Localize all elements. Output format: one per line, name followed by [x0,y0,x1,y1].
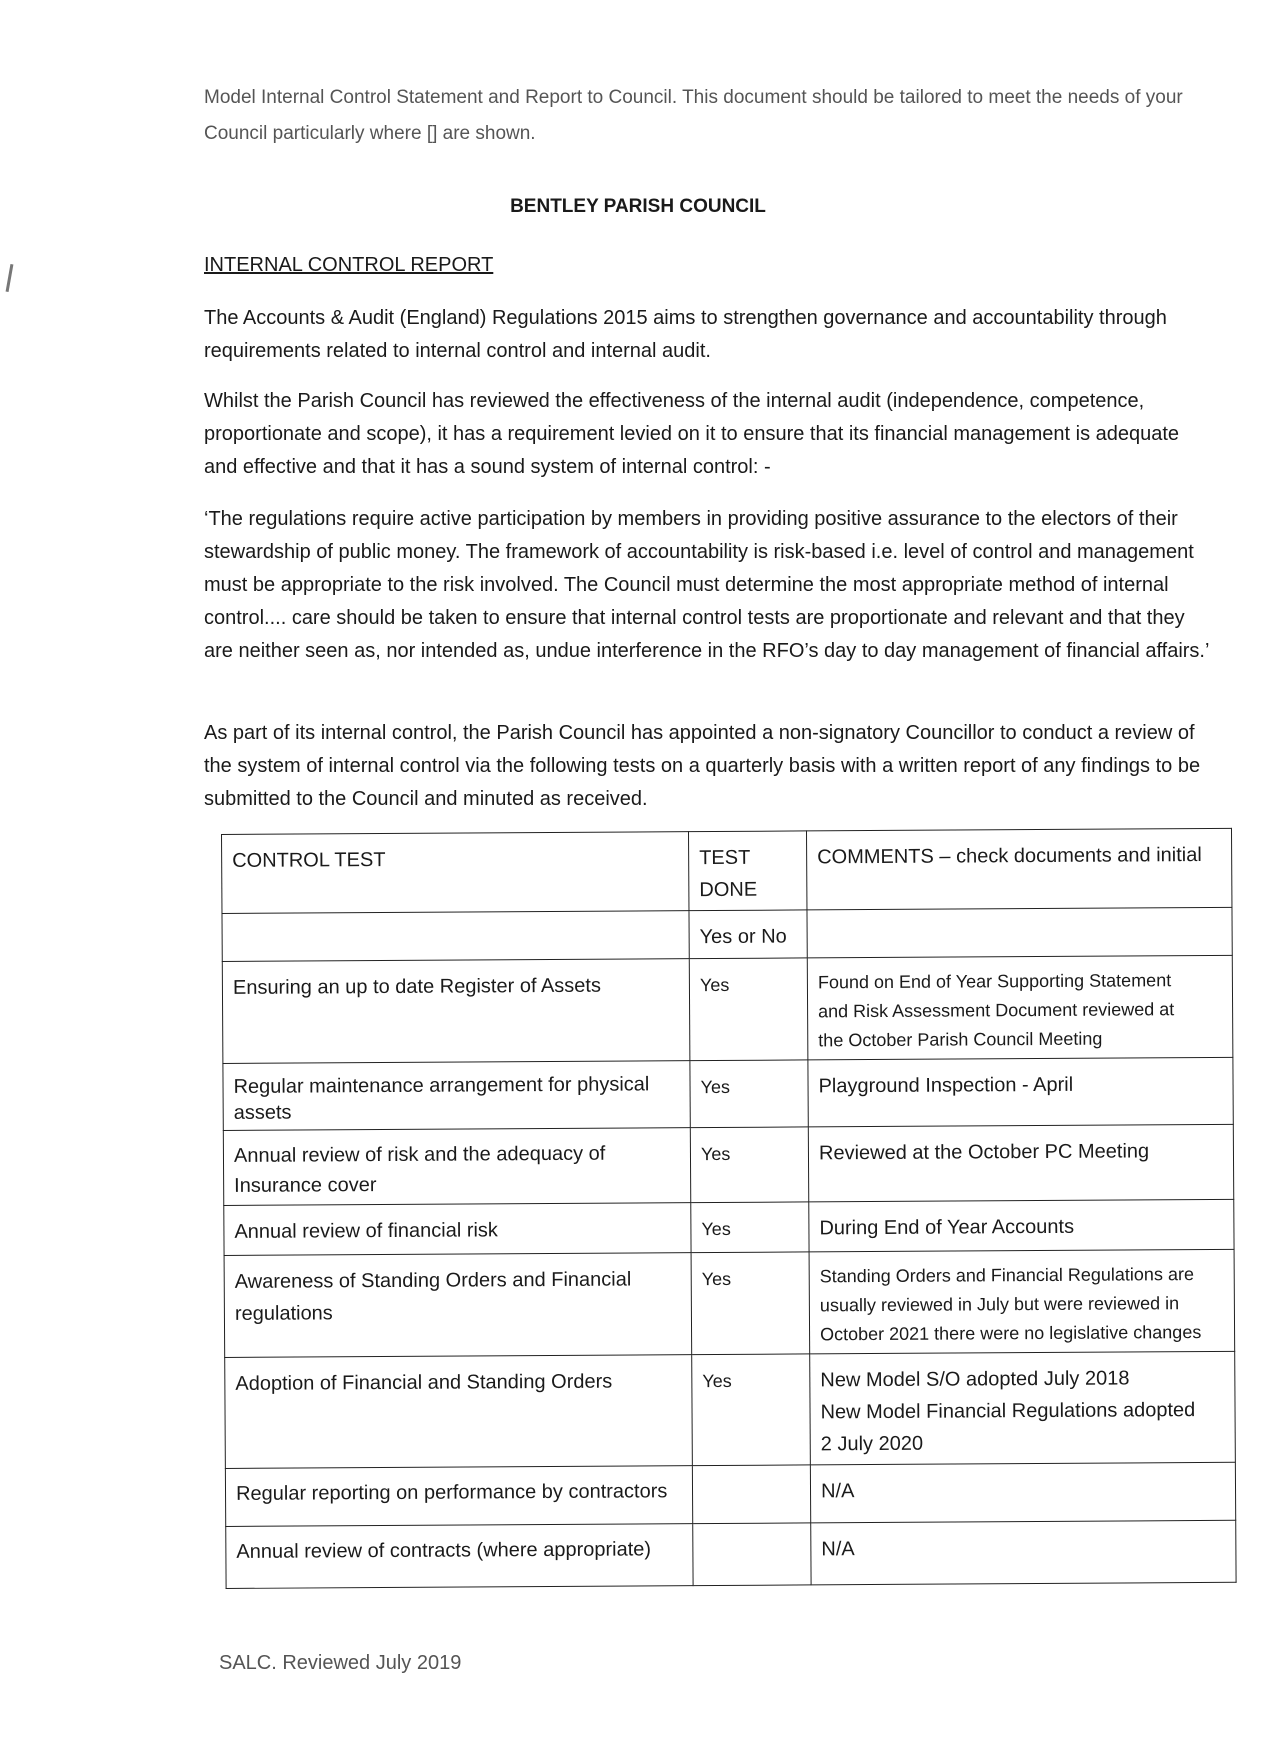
table-row [224,1249,1235,1357]
intro-note: Model Internal Control Statement and Report to Council. This document should be tailored to meet the needs of your Council particularly where [] are shown. [204,87,1183,144]
paragraph-appointment: As part of its internal control, the Parish Council has appointed a non-signatory Councillor to conduct a review of the system of internal control via the following tests on a quarterly basis with a written report of any findings to be submitted to the Council and minuted as received. [204,722,1201,810]
paragraph-quote: ‘The regulations require active participation by members in providing positive assurance to the electors of their stewardship of public money. The framework of accountability is risk-based i.e. level of control and management must be appropriate to the risk involved. The Council must determine the most appropriate method of internal control.... care should be taken to ensure that internal control tests are proportionate and relevant and that they are neither seen as, nor intended as, undue interference in the RFO’s day to day management of financial affairs.’ [204,508,1210,662]
row-comment-line: the October Parish Council Meeting [818,1028,1103,1051]
table-row [223,1057,1233,1130]
subheader-yes-or-no: Yes or No [689,910,807,959]
row-test-done: Yes [692,1354,811,1466]
row-comment-line: N/A [820,1480,855,1503]
row-comment-line: Standing Orders and Financial Regulations are [819,1264,1195,1287]
table-row [225,1462,1235,1526]
header-test-done [688,831,806,911]
table-row [224,1199,1234,1255]
row-comment-line: N/A [821,1538,855,1561]
row-comment-line: New Model Financial Regulations adopted [820,1399,1196,1424]
row-comments [809,1249,1235,1354]
row-test-done: Yes [689,958,808,1061]
row-control-test: Adoption of Financial and Standing Orders [225,1355,693,1469]
row-control-test: Annual review of risk and the adequacy of Insurance cover [223,1128,690,1206]
table-row [225,1351,1236,1468]
control-test-table [221,828,1237,1589]
row-comment-line: October 2021 there were no legislative changes [820,1322,1202,1345]
row-control-test: Regular maintenance arrangement for physical assets [223,1061,690,1131]
subheader-empty [222,911,689,962]
scan-mark [6,264,14,292]
row-test-done: Yes [690,1060,808,1128]
row-comment-line: During End of Year Accounts [819,1215,1075,1240]
row-comments [810,1351,1236,1465]
header-comments: COMMENTS – check documents and initial [806,828,1231,910]
row-comments [808,1124,1233,1202]
row-comments [808,1057,1233,1127]
row-test-done [692,1465,810,1524]
table-row [223,1124,1233,1205]
row-comment-line: usually reviewed in July but were reviewed in [819,1293,1180,1316]
row-comment-line: Playground Inspection - April [818,1073,1074,1098]
row-comment-line: Found on End of Year Supporting Statement [817,970,1172,993]
row-comment-line: and Risk Assessment Document reviewed at [818,999,1175,1022]
row-comment-line: 2 July 2020 [820,1432,924,1456]
row-control-test: Annual review of financial risk [224,1203,691,1256]
paragraph-regulations: The Accounts & Audit (England) Regulations 2015 aims to strengthen governance and accountability through requirements related to internal control and internal audit. [204,307,1167,362]
footer-note: SALC. Reviewed July 2019 [219,1652,462,1674]
table-header-row [222,828,1232,913]
row-control-test: Awareness of Standing Orders and Financial regulations [224,1253,692,1358]
row-control-test: Ensuring an up to date Register of Assets [222,959,690,1064]
row-control-test: Annual review of contracts (where appropriate) [226,1524,693,1589]
table-subheader-row [222,907,1232,961]
row-comments [810,1462,1235,1523]
header-test-done-line1: TEST [699,846,751,870]
row-test-done: Yes [690,1127,808,1203]
table-row [226,1520,1236,1588]
row-comments [811,1520,1236,1585]
paragraph-requirement: Whilst the Parish Council has reviewed the effectiveness of the internal audit (independence, competence, proportionate and scope), it has a requirement levied on it to ensure that its financial management is adequate and effective and that it has a sound system of internal control: - [204,390,1180,478]
table-row [222,955,1233,1063]
row-comment-line: New Model S/O adopted July 2018 [820,1367,1130,1392]
row-test-done [693,1523,811,1586]
header-test-done-line2: DONE [699,878,758,902]
row-test-done: Yes [691,1252,810,1355]
council-title: BENTLEY PARISH COUNCIL [510,196,766,217]
row-comments [809,1199,1234,1252]
section-heading: INTERNAL CONTROL REPORT [204,254,494,276]
row-test-done: Yes [691,1202,809,1253]
subheader-empty-comments [807,907,1232,958]
row-comment-line: Reviewed at the October PC Meeting [818,1140,1150,1165]
row-comments [807,955,1233,1060]
row-control-test: Regular reporting on performance by contractors [225,1466,692,1527]
header-control-test: CONTROL TEST [222,832,689,914]
